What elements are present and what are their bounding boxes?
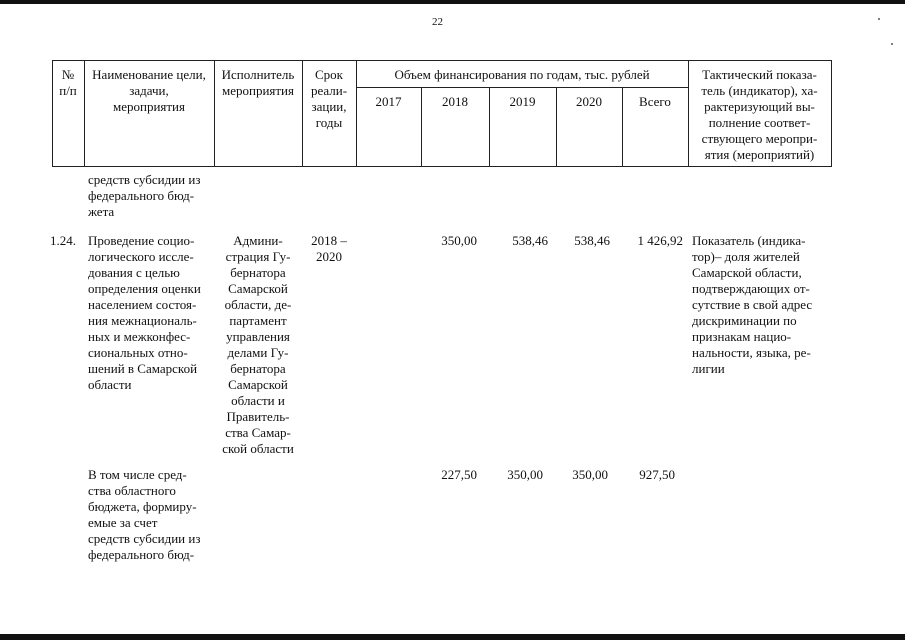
header-executor: Исполнитель мероприятия (221, 67, 295, 98)
row-executor: Админи- страция Гу- бернатора Самарской области, де- партамент управления делами Гу- бернатора Самарской области и Правитель- ства Самар- ской области (222, 233, 294, 456)
header-top-rule (52, 60, 832, 61)
header-name: Наименование цели, задачи, мероприятия (92, 67, 206, 114)
subrow-value-2020: 350,00 (572, 467, 608, 482)
header-funding: Объем финансирования по годам, тыс. рублей (394, 67, 650, 82)
row-indicator: Показатель (индика- тор)– доля жителей Самарской области, подтверждающих от- сутствие в свой адрес дискриминации по признакам нацио- нальности, языка, ре- лигии (692, 233, 813, 376)
header-num: № п/п (59, 67, 77, 98)
col-divider (831, 60, 832, 166)
header-total: Всего (639, 94, 671, 109)
scan-speck (878, 18, 880, 20)
header-year-2019: 2019 (509, 94, 536, 109)
top-border (0, 0, 905, 4)
row-name: Проведение социо- логического иссле- дования с целью определения оценки населением состоя- ния межнациональ- ных и межконфес- сиональных отно- шений в Самарской области (88, 233, 201, 392)
header-bottom-rule (52, 166, 832, 167)
page-number: 22 (432, 16, 443, 28)
row-value-2019: 538,46 (512, 233, 548, 248)
header-year-2018: 2018 (442, 94, 468, 109)
header-year-2020: 2020 (576, 94, 602, 109)
header-term: Срок реали- зации, годы (310, 67, 348, 130)
subrow-name: В том числе сред- ства областного бюджета, формиру- емые за счет средств субсидии из федерального бюд- (88, 467, 201, 562)
bottom-border (0, 634, 905, 640)
header-indicator: Тактический показа- тель (индикатор), ха- рактеризующий вы- полнение соответ- ствующего меропри- ятия (мероприятий) (701, 67, 818, 162)
row-term: 2018 – 2020 (311, 233, 347, 264)
subrow-value-2019: 350,00 (507, 467, 543, 482)
row-value-2018: 350,00 (441, 233, 477, 248)
scan-speck (891, 43, 893, 45)
row-number: 1.24. (50, 233, 76, 248)
row-total: 1 426,92 (637, 233, 683, 248)
funding-subheader-rule (356, 87, 688, 88)
subrow-total: 927,50 (639, 467, 675, 482)
subrow-value-2018: 227,50 (441, 467, 477, 482)
row-value-2020: 538,46 (574, 233, 610, 248)
header-year-2017: 2017 (375, 94, 402, 109)
carryover-text: средств субсидии из федерального бюд- жета (88, 172, 201, 219)
